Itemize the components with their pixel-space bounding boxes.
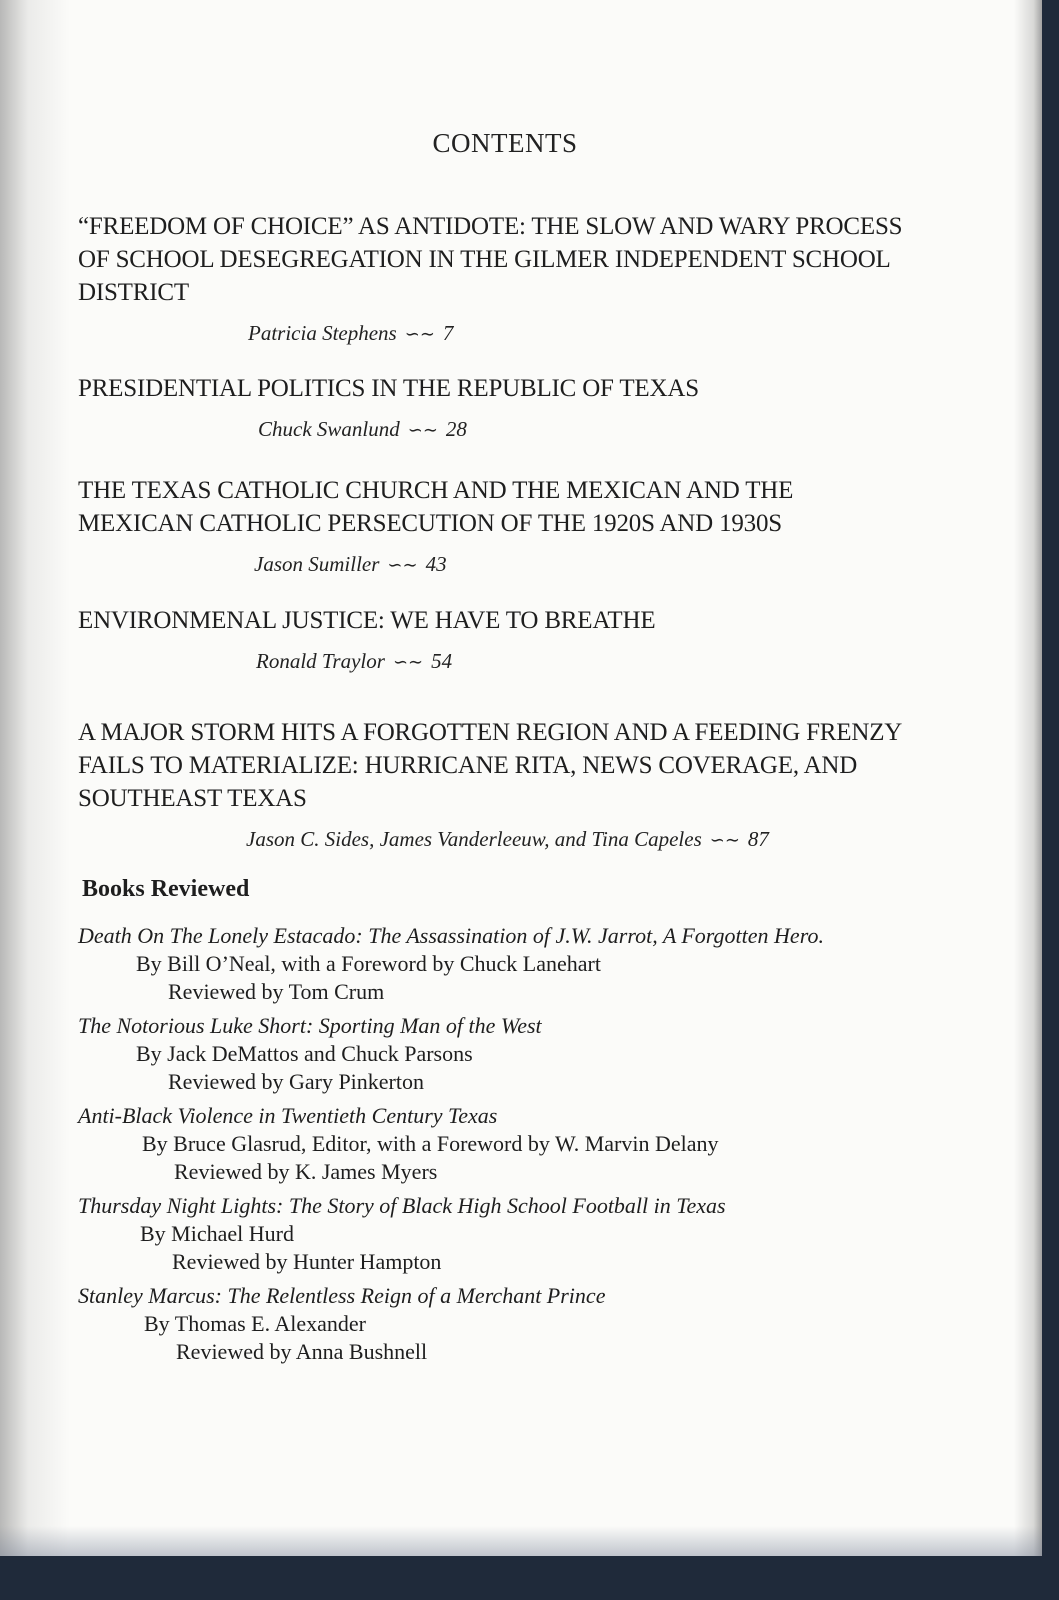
article-page-number: 28 <box>445 417 467 441</box>
page-edge-shadow <box>1014 0 1042 1556</box>
book-entry <box>78 1282 918 1366</box>
contents-heading: CONTENTS <box>432 128 578 158</box>
article-page-number: 54 <box>431 649 453 673</box>
book-entry <box>78 1192 918 1276</box>
article-author: Jason Sumiller <box>254 552 380 576</box>
article-title: THE TEXAS CATHOLIC CHURCH AND THE MEXICAN AND THE MEXICAN CATHOLIC PERSECUTION OF THE 1920S AND 1930S <box>78 477 794 537</box>
article-author: Patricia Stephens <box>248 321 397 345</box>
ornament-icon: ∽∼ <box>392 652 424 672</box>
ornament-icon: ∽∼ <box>407 420 438 440</box>
books-reviewed-list <box>78 922 918 1372</box>
book-author: By Bruce Glasrud, Editor, with a Foreword by W. Marvin Delany <box>142 1131 719 1156</box>
book-title: Stanley Marcus: The Relentless Reign of a Merchant Prince <box>78 1283 606 1308</box>
article-page-number: 43 <box>425 552 447 576</box>
article-entry <box>78 372 908 442</box>
article-title: A MAJOR STORM HITS A FORGOTTEN REGION AND A FEEDING FRENZY FAILS TO MATERIALIZE: HURRICANE RITA, NEWS COVERAGE, AND SOUTHEAST TEXAS <box>78 719 902 812</box>
article-entry <box>78 716 928 852</box>
article-entry <box>78 604 908 674</box>
article-entry <box>78 474 908 577</box>
book-author: By Bill O’Neal, with a Foreword by Chuck Lanehart <box>136 951 601 976</box>
spine-shadow <box>0 0 70 1556</box>
book-entry <box>78 1012 918 1096</box>
article-page-number: 87 <box>747 827 769 851</box>
article-page-number: 7 <box>442 321 454 345</box>
article-author: Chuck Swanlund <box>258 417 400 441</box>
book-entry <box>78 922 918 1006</box>
article-byline <box>78 827 928 852</box>
book-title: The Notorious Luke Short: Sporting Man of the West <box>78 1013 542 1038</box>
article-byline <box>78 552 908 577</box>
book-reviewer: Reviewed by K. James Myers <box>174 1159 438 1184</box>
article-byline <box>78 417 908 442</box>
ornament-icon: ∽∼ <box>709 830 740 850</box>
article-title: PRESIDENTIAL POLITICS IN THE REPUBLIC OF TEXAS <box>78 375 699 402</box>
book-title: Anti-Black Violence in Twentieth Century Texas <box>78 1103 498 1128</box>
book-author: By Thomas E. Alexander <box>144 1311 366 1336</box>
article-byline <box>78 649 908 674</box>
book-entry <box>78 1102 918 1186</box>
ornament-icon: ∽∼ <box>387 555 418 575</box>
article-author: Ronald Traylor <box>256 649 385 673</box>
book-author: By Jack DeMattos and Chuck Parsons <box>136 1041 473 1066</box>
article-title: ENVIRONMENAL JUSTICE: WE HAVE TO BREATHE <box>78 607 656 634</box>
book-title: Thursday Night Lights: The Story of Black High School Football in Texas <box>78 1193 726 1218</box>
article-byline <box>78 321 908 346</box>
book-reviewer: Reviewed by Tom Crum <box>168 979 385 1004</box>
article-entry <box>78 210 908 346</box>
book-title: Death On The Lonely Estacado: The Assassination of J.W. Jarrot, A Forgotten Hero. <box>78 923 824 948</box>
book-reviewer: Reviewed by Anna Bushnell <box>176 1339 428 1364</box>
page-bottom-shadow <box>0 1526 1042 1556</box>
book-author: By Michael Hurd <box>140 1221 294 1246</box>
article-author: Jason C. Sides, James Vanderleeuw, and Tina Capeles <box>246 827 702 851</box>
book-reviewer: Reviewed by Gary Pinkerton <box>168 1069 424 1094</box>
books-reviewed-heading: Books Reviewed <box>82 876 250 902</box>
book-reviewer: Reviewed by Hunter Hampton <box>172 1249 442 1274</box>
ornament-icon: ∽∼ <box>404 324 435 344</box>
article-title: “FREEDOM OF CHOICE” AS ANTIDOTE: THE SLOW AND WARY PROCESS OF SCHOOL DESEGREGATION IN THE GILMER INDEPENDENT SCHOOL DISTRICT <box>78 213 903 306</box>
